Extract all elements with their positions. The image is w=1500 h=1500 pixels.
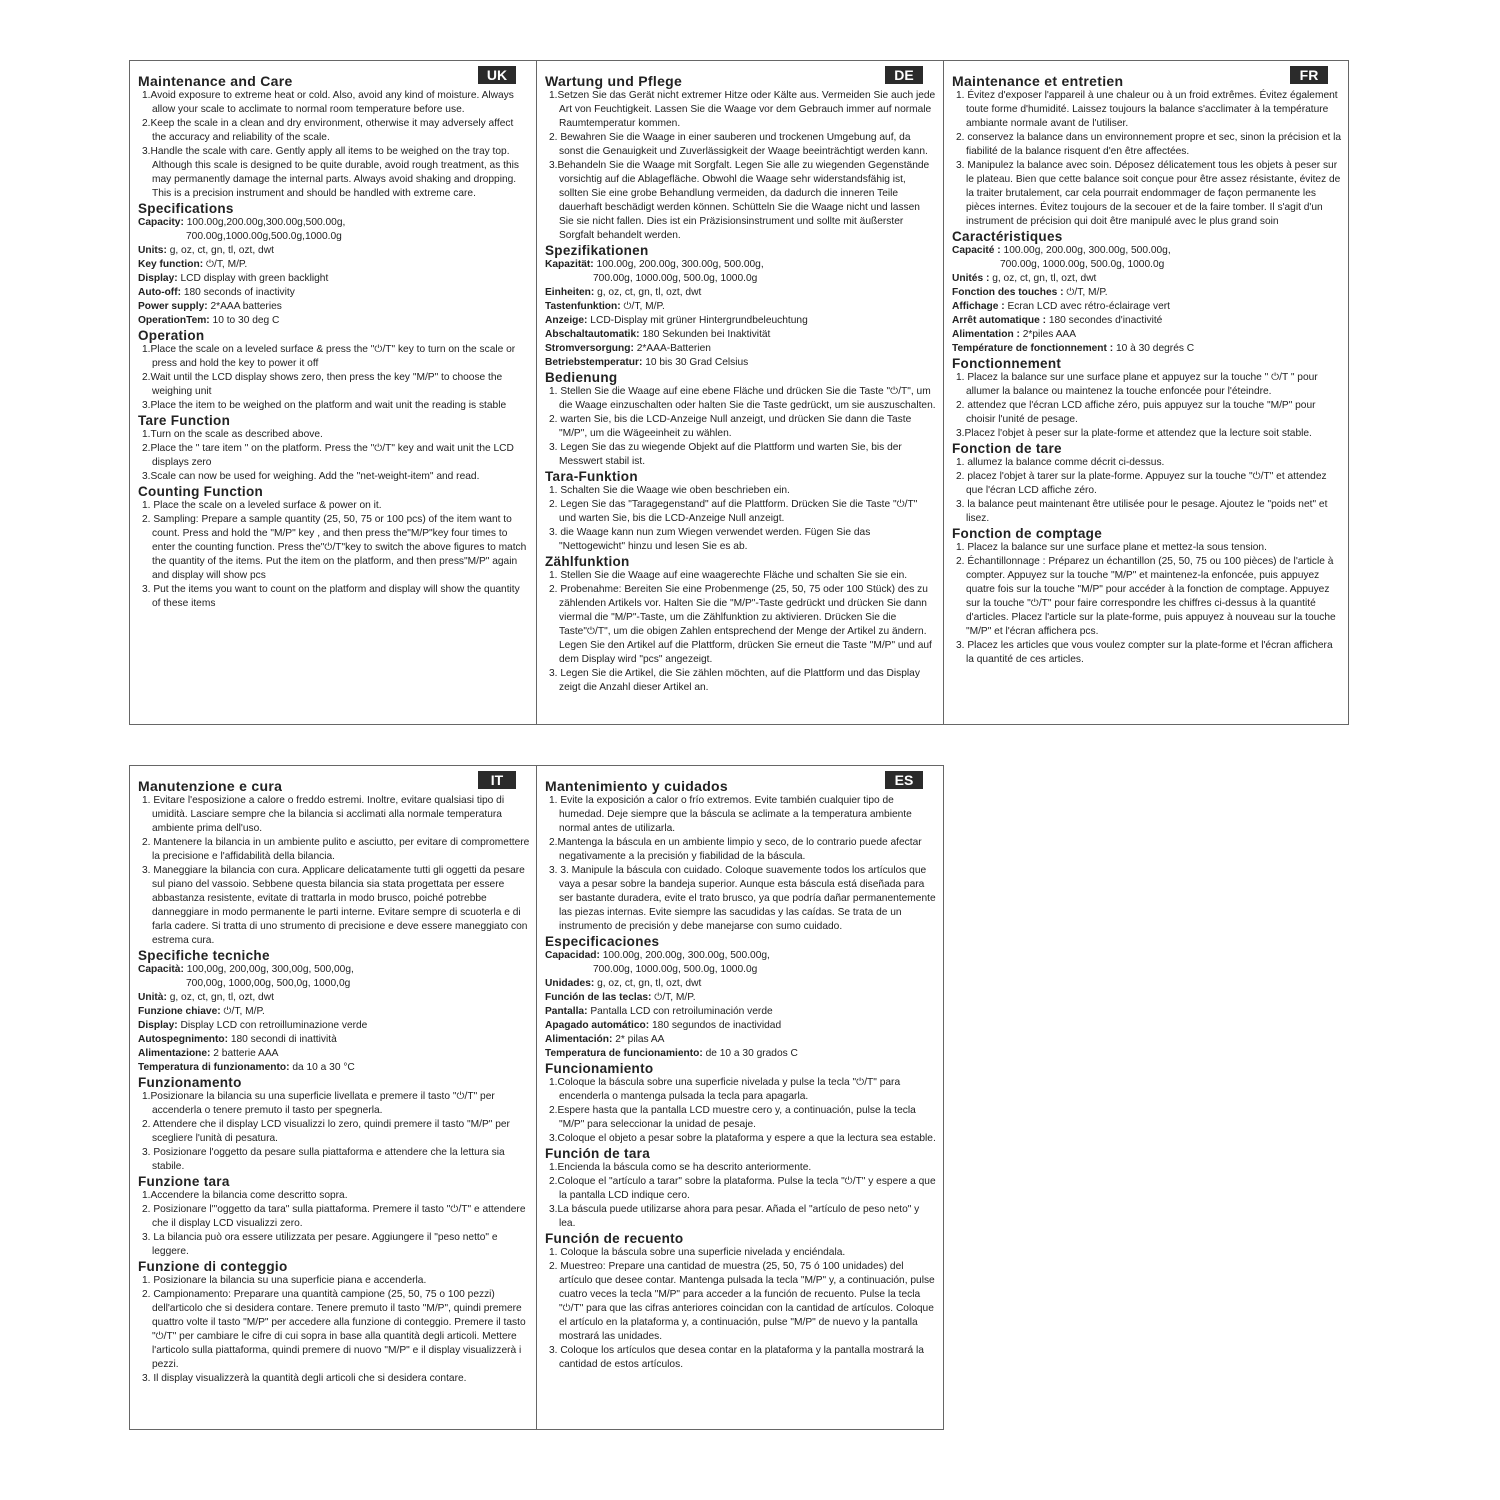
tare-step: 3. la balance peut maintenant être utilisée pour le pesage. Ajoutez le "poids net" et lisez. [956, 499, 1328, 524]
spec-row [138, 216, 530, 230]
spec-row [138, 991, 530, 1005]
spec-value: 700.00g, 1000.00g, 500.0g, 1000.0g [593, 273, 758, 284]
spec-row [545, 314, 937, 328]
spec-row [545, 1005, 937, 1019]
tare-step: 1.Accendere la bilancia come descritto sopra. [142, 1190, 348, 1201]
spec-key: Funzione chiave: [138, 1006, 221, 1017]
section-title-specifications: Spezifikationen [545, 243, 649, 258]
spec-value: 100.00g,200.00g,300.00g,500.00g, [186, 217, 346, 228]
spec-value: g, oz, ct, gn, tl, ozt, dwt [597, 978, 702, 989]
section-title-specifications: Specifiche tecniche [138, 948, 270, 963]
spec-value: g, oz, ct, gn, tl, ozt, dwt [169, 992, 274, 1003]
spec-value: ⏻/T, M/P. [205, 259, 248, 270]
de-panel [536, 61, 943, 724]
spec-key: OperationTem: [138, 315, 210, 326]
care-item: 3.Handle the scale with care. Gently apply all items to be weighed on the tray top. Although this scale is designed to be quite durable, avoid rough treatment, as this may permanently damage the internal parts. Always avoid shaking and dropping. This is a precision instrument and should be handled with extreme care. [142, 146, 519, 199]
spec-value: 100.00g, 200.00g, 300.00g, 500.00g, [1003, 245, 1171, 256]
spec-key: Pantalla: [545, 1006, 588, 1017]
it-panel [130, 766, 536, 1429]
spec-key: Temperatura de funcionamiento: [545, 1048, 703, 1059]
tare-step: 3.La báscula puede utilizarse ahora para pesar. Añada el "artículo de peso neto" y lea. [549, 1204, 920, 1229]
spec-key: Power supply: [138, 301, 208, 312]
spec-key: Autospegnimento: [138, 1034, 228, 1045]
spec-value: Pantalla LCD con retroiluminación verde [590, 1006, 773, 1017]
counting-step: 3. Coloque los artículos que desea contar en la plataforma y la pantalla mostrará la cantidad de estos artículos. [549, 1345, 924, 1370]
section-title-tare: Función de tara [545, 1146, 651, 1161]
language-badge: DE [885, 66, 923, 84]
spec-key: Anzeige: [545, 315, 588, 326]
spec-key: Betriebstemperatur: [545, 357, 643, 368]
spec-row [545, 963, 937, 977]
operation-step: 1.Coloque la báscula sobre una superficie nivelada y pulse la tecla "⏻/T" para encenderla o mantenga pulsada la tecla para apagarla. [549, 1077, 901, 1102]
section-title-counting: Fonction de comptage [952, 526, 1103, 541]
spec-value: 100,00g, 200,00g, 300,00g, 500,00g, [186, 964, 354, 975]
spec-key: Auto-off: [138, 287, 181, 298]
spec-key: Affichage : [952, 301, 1005, 312]
spec-value: 2*AAA batteries [210, 301, 282, 312]
tare-step: 1.Encienda la báscula como se ha descrito anteriormente. [549, 1162, 812, 1173]
spec-row [138, 963, 530, 977]
section-title-operation: Funcionamiento [545, 1061, 654, 1076]
spec-row [138, 258, 530, 272]
operation-step: 2. Attendere che il display LCD visualizzi lo zero, quindi premere il tasto "M/P" per scegliere l'unità di pesatura. [142, 1119, 510, 1144]
operation-step: 1. Placez la balance sur une surface plane et appuyez sur la touche " ⏻/T " pour allumer la balance ou maintenez la touche enfoncée pour l'éteindre. [956, 372, 1318, 397]
spec-row [138, 1019, 530, 1033]
counting-step: 1. Coloque la báscula sobre una superficie nivelada y enciéndala. [549, 1247, 846, 1258]
tare-step: 2.Coloque el "artículo a tarar" sobre la plataforma. Pulse la tecla "⏻/T" y espere a que la pantalla LCD indique cero. [549, 1176, 936, 1201]
spec-key: Abschaltautomatik: [545, 329, 640, 340]
section-title-tare: Fonction de tare [952, 441, 1062, 456]
uk-panel [130, 61, 536, 724]
section-title-maintenance: Mantenimiento y cuidados [545, 778, 728, 794]
spec-value: ⏻/T, M/P. [223, 1006, 265, 1017]
spec-row [545, 286, 937, 300]
spec-row [952, 314, 1342, 328]
spec-row [545, 272, 937, 286]
spec-row [138, 1033, 530, 1047]
tare-step: 1.Turn on the scale as described above. [142, 429, 323, 440]
spec-value: 10 to 30 deg C [212, 315, 280, 326]
spec-key: Fonction des touches : [952, 287, 1064, 298]
spec-value: 700.00g, 1000.00g, 500.0g, 1000.0g [593, 964, 758, 975]
spec-value: 180 secondes d'inactivité [1048, 315, 1163, 326]
section-title-counting: Counting Function [138, 484, 264, 499]
spec-row [545, 300, 937, 314]
spec-row [952, 328, 1342, 342]
spec-key: Display: [138, 273, 178, 284]
spec-key: Unités : [952, 273, 990, 284]
spec-key: Capacity: [138, 217, 184, 228]
spec-value: 700.00g, 1000.00g, 500.0g, 1000.0g [1000, 259, 1165, 270]
spec-value: LCD-Display mit grüner Hintergrundbeleuchtung [590, 315, 808, 326]
tare-step: 2. placez l'objet à tarer sur la plate-forme. Appuyez sur la touche "⏻/T" et attendez que l'écran LCD affiche zéro. [956, 471, 1327, 496]
spec-key: Units: [138, 245, 167, 256]
spec-value: g, oz, ct, gn, tl, ozt, dwt [992, 273, 1097, 284]
spec-row [952, 258, 1342, 272]
operation-step: 2. attendez que l'écran LCD affiche zéro, puis appuyez sur la touche "M/P" pour choisir l'unité de pesage. [956, 400, 1316, 425]
spec-row [545, 977, 937, 991]
fr-panel [943, 61, 1348, 724]
spec-value: 2*AAA-Batterien [636, 343, 711, 354]
language-badge: UK [478, 66, 516, 84]
spec-key: Capacité : [952, 245, 1001, 256]
spec-row [138, 286, 530, 300]
spec-row [545, 356, 937, 370]
section-title-counting: Función de recuento [545, 1231, 684, 1246]
spec-key: Display: [138, 1020, 178, 1031]
section-title-counting: Zählfunktion [545, 554, 630, 569]
es-panel [536, 766, 943, 1429]
section-title-operation: Bedienung [545, 370, 618, 385]
care-item: 3. 3. Manipule la báscula con cuidado. Coloque suavemente todos los artículos que vaya a pesar sobre la bandeja superior. Aunque esta báscula está diseñada para ser bastante duradera, evite el trato brusco, ya que podría dañar permanentemente las piezas internas. Evite siempre las sacudidas y las caídas. Se trata de un instrumento de precisión y debe manejarse con sumo cuidado. [549, 865, 936, 932]
spec-key: Alimentation : [952, 329, 1020, 340]
counting-step: 1. Placez la balance sur une surface plane et mettez-la sous tension. [956, 542, 1267, 553]
spec-value: Display LCD con retroilluminazione verde [180, 1020, 368, 1031]
spec-value: g, oz, ct, gn, tl, ozt, dwt [169, 245, 274, 256]
spec-value: 180 secondi di inattività [230, 1034, 337, 1045]
section-title-counting: Funzione di conteggio [138, 1259, 288, 1274]
spec-key: Temperatura di funzionamento: [138, 1062, 290, 1073]
spec-key: Stromversorgung: [545, 343, 634, 354]
tare-step: 1. Schalten Sie die Waage wie oben beschrieben ein. [549, 485, 790, 496]
spec-value: da 10 a 30 °C [292, 1062, 355, 1073]
spec-row [138, 977, 530, 991]
tare-step: 3. die Waage kann nun zum Wiegen verwendet werden. Fügen Sie das "Nettogewicht" hinzu und lesen Sie es ab. [549, 527, 871, 552]
section-title-maintenance: Maintenance and Care [138, 73, 293, 89]
operation-step: 3.Placez l'objet à peser sur la plate-forme et attendez que la lecture soit stable. [956, 428, 1312, 439]
care-item: 2.Keep the scale in a clean and dry environment, otherwise it may adversely affect the accuracy and reliability of the scale. [142, 118, 514, 143]
counting-step: 3. Il display visualizzerà la quantità degli articoli che si desidera contare. [142, 1373, 467, 1384]
spec-key: Alimentazione: [138, 1048, 211, 1059]
spec-row [138, 244, 530, 258]
language-badge: ES [885, 771, 923, 789]
spec-row [545, 991, 937, 1005]
section-title-specifications: Especificaciones [545, 934, 660, 949]
spec-key: Alimentación: [545, 1034, 613, 1045]
section-title-operation: Funzionamento [138, 1075, 242, 1090]
section-title-tare: Tara-Funktion [545, 469, 638, 484]
spec-row [545, 1033, 937, 1047]
section-title-operation: Fonctionnement [952, 356, 1062, 371]
care-item: 1. Evite la exposición a calor o frío extremos. Evite también cualquier tipo de humedad. Deje siempre que la báscula se aclimate a la temperatura ambiente normal antes de utilizarla. [549, 795, 912, 834]
section-title-tare: Funzione tara [138, 1174, 230, 1189]
section-title-operation: Operation [138, 328, 205, 343]
spec-key: Key function: [138, 259, 204, 270]
counting-step: 2. Campionamento: Preparare una quantità campione (25, 50, 75 o 100 pezzi) dell'articolo che si desidera contare. Tenere premuto il tasto "M/P", quindi premere quattro volte il tasto "M/P" per accedere alla funzione di conteggio. Premere il tasto "⏻/T" per cambiare le cifre di cui sopra in base alla quantità degli articoli. Mettere l'articolo sulla piattaforma, quindi premere di nuovo "M/P" e il display visualizzerà i pezzi. [142, 1289, 526, 1370]
spec-value: 180 Sekunden bei Inaktivität [642, 329, 771, 340]
spec-key: Función de las teclas: [545, 992, 652, 1003]
spec-value: 180 seconds of inactivity [183, 287, 295, 298]
counting-step: 2. Probenahme: Bereiten Sie eine Probenmenge (25, 50, 75 oder 100 Stück) des zu zählenden Artikels vor. Halten Sie die "M/P"-Taste gedrückt und drücken Sie dann viermal die "M/P"-Taste, um die Zählfunktion zu aktivieren. Drücken Sie die Taste"⏻/T", um die obigen Zahlen entsprechend der Menge der Artikel zu ändern. Legen Sie den Artikel auf die Plattform, drücken Sie erneut die Taste "M/P" und auf dem Display wird "pcs" angezeigt. [549, 584, 932, 665]
operation-step: 3.Coloque el objeto a pesar sobre la plataforma y espere a que la lectura sea estable. [549, 1133, 936, 1144]
spec-value: ⏻/T, M/P. [654, 992, 696, 1003]
spec-key: Température de fonctionnement : [952, 343, 1114, 354]
spec-value: 10 bis 30 Grad Celsius [645, 357, 749, 368]
spec-key: Arrêt automatique : [952, 315, 1046, 326]
spec-value: ⏻/T, M/P. [623, 301, 665, 312]
spec-value: 100.00g, 200.00g, 300.00g, 500.00g, [602, 950, 770, 961]
spec-row [545, 342, 937, 356]
care-item: 2. Bewahren Sie die Waage in einer sauberen und trockenen Umgebung auf, da sonst die Genauigkeit und Zuverlässigkeit der Waage beeinträchtigt werden kann. [549, 132, 928, 157]
section-title-maintenance: Maintenance et entretien [952, 73, 1124, 89]
spec-value: 700.00g,1000.00g,500.0g,1000.0g [186, 231, 342, 242]
spec-row [138, 230, 530, 244]
spec-value: 2* pilas AA [615, 1034, 665, 1045]
spec-value: ⏻/T, M/P. [1066, 287, 1108, 298]
counting-step: 3. Placez les articles que vous voulez compter sur la plate-forme et l'écran affichera la quantité de ces articles. [956, 640, 1333, 665]
spec-row [952, 272, 1342, 286]
operation-step: 2. warten Sie, bis die LCD-Anzeige Null anzeigt, und drücken Sie dann die Taste "M/P", um die Wägeeinheit zu wählen. [549, 414, 912, 439]
counting-step: 3. Legen Sie die Artikel, die Sie zählen möchten, auf die Plattform und das Display zeigt die Anzahl dieser Artikel an. [549, 668, 920, 693]
operation-step: 3. Posizionare l'oggetto da pesare sulla piattaforma e attendere che la lettura sia stabile. [142, 1147, 505, 1172]
care-item: 1.Avoid exposure to extreme heat or cold. Also, avoid any kind of moisture. Always allow your scale to acclimate to normal room temperature before use. [142, 90, 514, 115]
spec-key: Tastenfunktion: [545, 301, 621, 312]
care-item: 2. Mantenere la bilancia in un ambiente pulito e asciutto, per evitare di compromettere la precisione e l'affidabilità della bilancia. [142, 837, 530, 862]
section-title-specifications: Caractéristiques [952, 229, 1063, 244]
language-badge: IT [478, 771, 516, 789]
spec-row [545, 328, 937, 342]
care-item: 3.Behandeln Sie die Waage mit Sorgfalt. Legen Sie alle zu wiegenden Gegenstände vorsichtig auf die Ablagefläche. Obwohl die Waage sehr widerstandsfähig ist, sollten Sie eine grobe Behandlung vermeiden, da dadurch die inneren Teile dauerhaft beschädigt werden können. Schütteln Sie die Waage nicht und lassen Sie sie nicht fallen. Dies ist ein Präzisionsinstrument und sollte mit äußerster Sorgfalt behandelt werden. [549, 160, 930, 241]
operation-step: 2.Espere hasta que la pantalla LCD muestre cero y, a continuación, pulse la tecla "M/P" para seleccionar la unidad de pesaje. [549, 1105, 916, 1130]
spec-value: 700,00g, 1000,00g, 500,0g, 1000,0g [186, 978, 351, 989]
spec-value: LCD display with green backlight [180, 273, 329, 284]
spec-key: Unidades: [545, 978, 595, 989]
tare-step: 2. Posizionare l'"oggetto da tara" sulla piattaforma. Premere il tasto "⏻/T" e attendere che il display LCD visualizzi zero. [142, 1204, 526, 1229]
spec-row [138, 300, 530, 314]
spec-row [545, 1047, 937, 1061]
bottom-panel-group [129, 765, 944, 1430]
operation-step: 1. Stellen Sie die Waage auf eine ebene Fläche und drücken Sie die Taste "⏻/T", um die Waage einzuschalten oder halten Sie die Taste gedrückt, um sie auszuschalten. [549, 386, 936, 411]
counting-step: 1. Place the scale on a leveled surface & power on it. [142, 500, 382, 511]
spec-key: Kapazität: [545, 259, 594, 270]
operation-step: 1.Place the scale on a leveled surface & press the "⏻/T" key to turn on the scale or press and hold the key to power it off [142, 344, 516, 369]
section-title-maintenance: Manutenzione e cura [138, 778, 283, 794]
spec-row [545, 1019, 937, 1033]
operation-step: 3.Place the item to be weighed on the platform and wait unit the reading is stable [142, 400, 507, 411]
tare-step: 3. La bilancia può ora essere utilizzata per pesare. Aggiungere il "peso netto" e leggere. [142, 1232, 498, 1257]
spec-value: Ecran LCD avec rétro-éclairage vert [1007, 301, 1170, 312]
counting-step: 2. Échantillonnage : Préparez un échantillon (25, 50, 75 ou 100 pièces) de l'article à compter. Appuyez sur la touche "M/P" et maintenez-la enfoncée, puis appuyez quatre fois sur la touche "M/P" pour accéder à la fonction de comptage. Appuyez sur la touche "⏻/T" pour faire correspondre les chiffres ci-dessus à la quantité d'articles. Placez l'article sur la plate-forme, puis appuyez à nouveau sur la touche "M/P" et l'écran affichera pcs. [956, 556, 1336, 637]
care-item: 2.Mantenga la báscula en un ambiente limpio y seco, de lo contrario puede afectar negativamente a la precisión y fiabilidad de la báscula. [549, 837, 922, 862]
spec-row [952, 244, 1342, 258]
spec-key: Apagado automático: [545, 1020, 650, 1031]
spec-row [138, 272, 530, 286]
spec-row [952, 342, 1342, 356]
operation-step: 2.Wait until the LCD display shows zero, then press the key "M/P" to choose the weighing unit [142, 372, 503, 397]
spec-value: 10 à 30 degrés C [1115, 343, 1195, 354]
spec-row [138, 1005, 530, 1019]
care-item: 3. Maneggiare la bilancia con cura. Applicare delicatamente tutti gli oggetti da pesare sul piano del vassoio. Sebbene questa bilancia sia stata progettata per essere abbastanza resistente, evitate di trattarla in modo brusco, poiché potrebbe danneggiare in modo permanente le parti interne. Evitare sempre di scuoterla e di farla cadere. Si tratta di uno strumento di precisione e deve essere maneggiato con estrema cura. [142, 865, 528, 946]
section-title-maintenance: Wartung und Pflege [545, 73, 683, 89]
section-title-tare: Tare Function [138, 413, 231, 428]
spec-row [952, 300, 1342, 314]
section-title-specifications: Specifications [138, 201, 234, 216]
counting-step: 2. Muestreo: Prepare una cantidad de muestra (25, 50, 75 ó 100 unidades) del artículo que desee contar. Mantenga pulsada la tecla "M/P" y, a continuación, pulse cuatro veces la tecla "M/P" para acceder a la función de recuento. Pulse la tecla "⏻/T" para que las cifras anteriores coincidan con la cantidad de artículos. Coloque el artículo en la plataforma y, a continuación, pulse "M/P" de nuevo y la pantalla mostrará las unidades. [549, 1261, 935, 1342]
spec-row [545, 258, 937, 272]
spec-value: 2*piles AAA [1022, 329, 1077, 340]
operation-step: 1.Posizionare la bilancia su una superficie livellata e premere il tasto "⏻/T" per accenderla o tenere premuto il tasto per spegnerla. [142, 1091, 495, 1116]
top-panel-group [129, 60, 1349, 725]
care-item: 3. Manipulez la balance avec soin. Déposez délicatement tous les objets à peser sur le plateau. Bien que cette balance soit conçue pour être assez résistante, évitez de la traiter brutalement, car cela pourrait endommager de façon permanente les pièces internes. Évitez toujours de la secouer et de la faire tomber. Il s'agit d'un instrument de précision qui doit être manipulé avec le plus grand soin [956, 160, 1341, 227]
operation-step: 3. Legen Sie das zu wiegende Objekt auf die Plattform und warten Sie, bis der Messwert stabil ist. [549, 442, 902, 467]
spec-row [138, 1047, 530, 1061]
tare-step: 2. Legen Sie das "Taragegenstand" auf die Plattform. Drücken Sie die Taste "⏻/T" und warten Sie, bis die LCD-Anzeige Null anzeigt. [549, 499, 918, 524]
language-badge: FR [1290, 66, 1328, 84]
counting-step: 1. Stellen Sie die Waage auf eine waagerechte Fläche und schalten Sie sie ein. [549, 570, 908, 581]
spec-value: g, oz, ct, gn, tl, ozt, dwt [597, 287, 702, 298]
care-item: 1. Évitez d'exposer l'appareil à une chaleur ou à un froid extrêmes. Évitez également toute forme d'humidité. Laissez toujours la balance s'acclimater à la température ambiante normale avant de l'utiliser. [956, 90, 1338, 129]
spec-key: Unità: [138, 992, 167, 1003]
spec-key: Capacidad: [545, 950, 600, 961]
counting-step: 1. Posizionare la bilancia su una superficie piana e accenderla. [142, 1275, 427, 1286]
tare-step: 2.Place the " tare item " on the platform. Press the "⏻/T" key and wait unit the LCD displays zero [142, 443, 514, 468]
spec-value: 100.00g, 200.00g, 300.00g, 500.00g, [596, 259, 764, 270]
tare-step: 1. allumez la balance comme décrit ci-dessus. [956, 457, 1165, 468]
spec-row [138, 1061, 530, 1075]
spec-key: Einheiten: [545, 287, 595, 298]
spec-row [952, 286, 1342, 300]
spec-value: 180 segundos de inactividad [652, 1020, 782, 1031]
care-item: 1. Evitare l'esposizione a calore o freddo estremi. Inoltre, evitare qualsiasi tipo di umidità. Lasciare sempre che la bilancia si acclimati alla normale temperatura ambiente prima dell'uso. [142, 795, 505, 834]
care-item: 2. conservez la balance dans un environnement propre et sec, sinon la précision et la fiabilité de la balance risquent d'en être affectées. [956, 132, 1342, 157]
spec-key: Capacità: [138, 964, 184, 975]
counting-step: 2. Sampling: Prepare a sample quantity (25, 50, 75 or 100 pcs) of the item want to count. Press and hold the "M/P" key , and then press the"M/P"key four times to enter the counting function. Press the"⏻/T"key to switch the above figures to match the quantity of the items. Put the item on the platform, and then press"M/P" again and display will show pcs [142, 514, 527, 581]
care-item: 1.Setzen Sie das Gerät nicht extremer Hitze oder Kälte aus. Vermeiden Sie auch jede Art von Feuchtigkeit. Lassen Sie die Waage vor dem Gebrauch immer auf normale Raumtemperatur kommen. [549, 90, 936, 129]
tare-step: 3.Scale can now be used for weighing. Add the "net-weight-item" and read. [142, 471, 480, 482]
counting-step: 3. Put the items you want to count on the platform and display will show the quantity of these items [142, 584, 520, 609]
spec-value: de 10 a 30 grados C [705, 1048, 798, 1059]
spec-row [545, 949, 937, 963]
spec-row [138, 314, 530, 328]
spec-value: 2 batterie AAA [213, 1048, 279, 1059]
